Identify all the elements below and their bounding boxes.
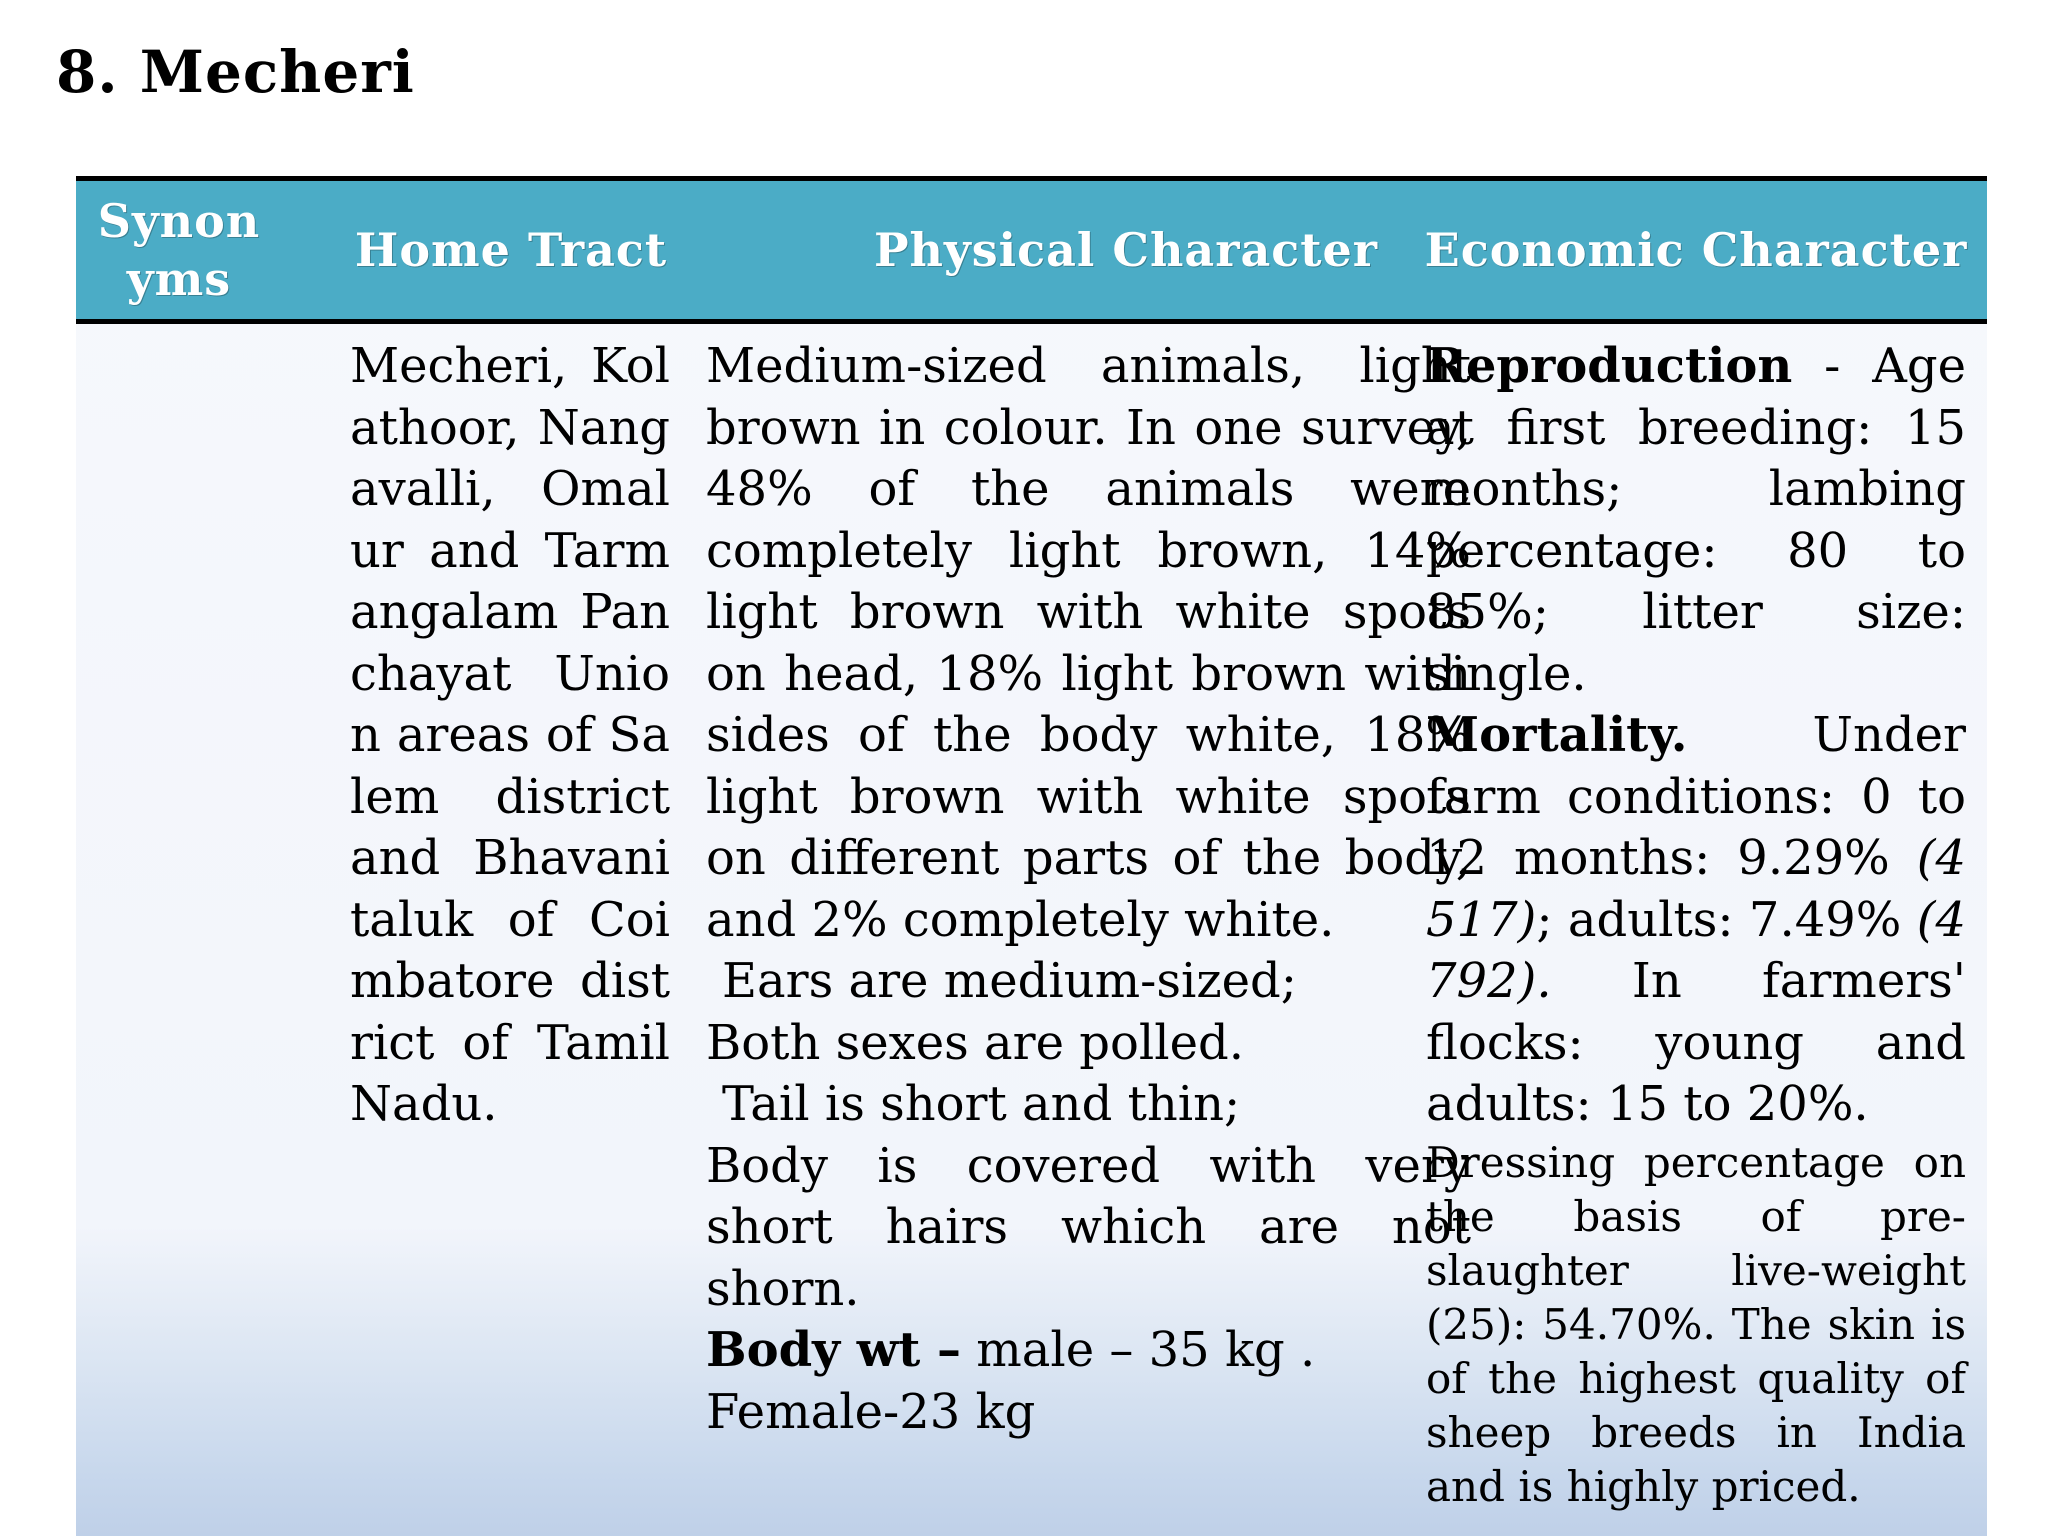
mortality-count-2: (4 792). — [1426, 891, 1966, 1009]
page-title: 8. Mecheri — [56, 38, 415, 106]
mortality-count-1: (4 517) — [1426, 830, 1966, 948]
physical-body-hair: Body is covered with very short hairs which are not shorn. — [706, 1137, 1471, 1317]
physical-body-weight — [706, 1320, 1471, 1382]
mortality-text-2: ; adults: 7.49% — [1536, 891, 1902, 948]
physical-description: Medium-sized animals, light brown in colour. In one survey, 48% of the animals were completely light brown, 14% light brown with white spots on head, 18% light brown with sides of the body white, 18% light brown with white spots on different parts of the body, and 2% completely white. — [706, 338, 1471, 948]
physical-tail: Tail is short and thin; — [722, 1076, 1241, 1132]
cell-physical-character — [706, 326, 1471, 1443]
breed-table — [76, 176, 1987, 1536]
table-header-row — [76, 176, 1987, 324]
cell-economic-character — [1426, 326, 1966, 1514]
body-weight-male: male – 35 kg . — [976, 1322, 1316, 1378]
economic-mortality — [1426, 705, 1966, 1136]
physical-ears: Ears are medium-sized; — [722, 953, 1297, 1009]
header-physical-character: Physical Character — [873, 223, 1379, 277]
mortality-text-1: Under farm conditions: 0 to 12 months: 9.29% — [1426, 707, 1966, 886]
reproduction-text: - Age at first breeding: 15 months; lambing percentage: 80 to 85%; litter size: single. — [1426, 338, 1966, 702]
economic-reproduction — [1426, 336, 1966, 705]
body-weight-label: Body wt – — [706, 1322, 961, 1378]
header-home-tract: Home Tract — [354, 223, 668, 277]
mortality-text-3: In farmers' flocks: young and adults: 15 to 20%. — [1426, 953, 1966, 1132]
physical-body-weight-female: Female-23 kg — [706, 1383, 1036, 1440]
reproduction-label: Reproduction — [1426, 338, 1793, 394]
mortality-label: Mortality. — [1426, 707, 1688, 763]
header-economic-character: Economic Character — [1424, 223, 1968, 277]
economic-dressing: Dressing percentage on the basis of pre-slaughter live-weight (25): 54.70%. The skin is of the highest quality of sheep breeds in India and is highly priced. — [1426, 1137, 1966, 1511]
header-synonyms: Synonyms — [97, 194, 261, 306]
cell-home-tract — [350, 326, 670, 1136]
home-tract-text: Mecheri, Kolathoor, Nangavalli, Omalur and Tarmangalam Panchayat Union areas of Salem district and Bhavani taluk of Coimbatore district of Tamil Nadu. — [350, 338, 670, 1132]
physical-polled: Both sexes are polled. — [706, 1014, 1244, 1071]
